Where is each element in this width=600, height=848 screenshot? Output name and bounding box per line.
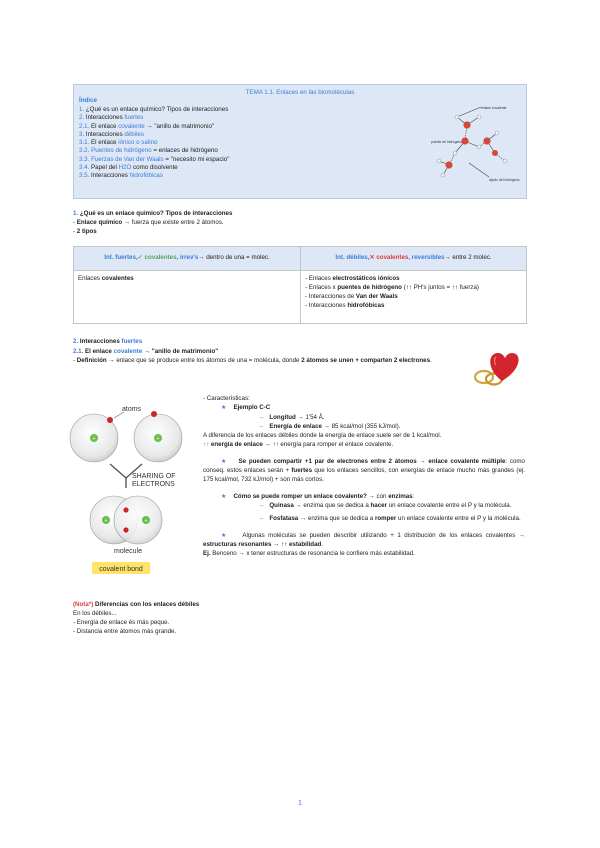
table-cell-weak (305, 275, 479, 311)
weak-interaction-item: - Interacciones hidrofóbicas (305, 301, 385, 309)
table-header-strong: Int. fuertes, ✓ covalentes , irrev's → dentro de una = molec. (74, 247, 300, 271)
table-cell-strong: Enlaces covalentes (78, 275, 134, 282)
diagram-label: dipolo del hidrógeno (489, 178, 520, 182)
index-item[interactable]: 3.1. El enlace iónico o salino (79, 139, 158, 147)
heart-rings-image (472, 345, 524, 387)
covalent-bond-label: covalent bond (99, 566, 143, 573)
atoms-label: atoms (122, 406, 142, 413)
index-box (73, 84, 527, 199)
note-line: En los débiles... (73, 610, 117, 617)
diagram-label: puente de hidrógeno (431, 140, 463, 144)
interactions-table (73, 246, 527, 324)
index-item[interactable]: 3. Interacciones débiles (79, 130, 145, 138)
sharing-label: ELECTRONS (132, 481, 175, 488)
table-header-weak: Int. débiles, ✕ covalentes , reversibles → entre 2 molec. (301, 247, 526, 271)
index-item[interactable]: 3.2. Puentes de hidrógeno = enlaces de hidrógeno (79, 147, 218, 155)
page-number: 1 (298, 800, 302, 807)
document-title: TEMA 1.1. Enlaces en las biomoléculas (245, 89, 355, 96)
index-item[interactable]: 2.1. El enlace covalente → "anillo de matrimonio" (79, 122, 215, 130)
index-heading: Índice (79, 97, 97, 104)
water-molecules-diagram (429, 103, 524, 193)
note-heading: (Nota*) Diferencias con los enlaces débiles (73, 601, 200, 608)
definition-paragraph: - Definición → enlace que se produce entre los átomos de una = molécula, donde 2 átomos se unen + comparten 2 electrones. (73, 357, 432, 364)
svg-text:+: + (144, 518, 148, 524)
note-line: - Energía de enlace és más peque. (73, 618, 170, 626)
features-title: - Características: (203, 395, 250, 402)
features-block: - Características: ★ Ejemplo C-C → Longitud → 1'54 Å. → Energía de enlace → 85 kcal/mol (355 kJ/mol). A diferencia de los enlaces débiles donde la energía de enlace suele ser de 1 kcal/mol. ↑↑ energía de enlace → ↑↑ energía para romper el enlace covalente. ★ Se pueden compartir +1 par de electrones entre 2 átomos → enlace covalente múltiple: como conseq. estos enlaces serán + fuertes que los enlaces sencillos, con energías de enlace mucho más grandes (ej. 175 kcal/mol, 732 kJ/mol) + son más cortos. ★ Cómo se puede romper un enlace covalente? → con enzimas: → Quinasa → enzima que se dedica a hacer un enlace covalente entre el P y la molécula. → Fosfatasa → enzima que se dedica a romper un enlace covalente entre el P y la molécula. ★ Algunas moléculas se pueden describir utilizando + 1 distribución de los enlaces covalentes → estructuras resonantes → ↑↑ estabilidad. Ej. Benceno → x tener estructuras de resonancia le confiere más estabilidad. (203, 395, 525, 557)
svg-text:+: + (104, 518, 108, 524)
index-item[interactable]: 2. Interacciones fuertes (79, 114, 144, 122)
covalent-bond-figure (66, 400, 196, 580)
index-item[interactable]: 1. ¿Qué es un enlace químico? Tipos de interacciones (79, 106, 229, 113)
section-2-heading: 2. Interacciones fuertes (73, 338, 143, 345)
index-item[interactable]: 3.5. Interacciones hidrofóbicas (79, 172, 163, 180)
weak-interaction-item: - Interacciones de Van der Waals (305, 292, 398, 300)
section-1-line: - 2 tipos (73, 228, 97, 235)
diagram-label: enlace covalente (481, 106, 507, 110)
svg-text:+: + (156, 436, 160, 442)
section-1-line: - Enlace químico → fuerza que existe entre 2 átomos. (73, 219, 224, 226)
section-1-heading: 1. ¿Qué es un enlace químico? Tipos de interacciones (73, 210, 233, 217)
index-item[interactable]: 3.3. Fuerzas de Van der Waals = "necesito mi espacio" (79, 155, 230, 163)
index-list (79, 106, 229, 181)
weak-interaction-item: - Enlaces x puentes de hidrógeno (↑↑ PH's juntos = ↑↑ fuerza) (305, 283, 479, 291)
index-item[interactable]: 3.4. Papel del H2O como disolvente (79, 164, 178, 172)
svg-text:+: + (92, 436, 96, 442)
weak-interaction-item: - Enlaces electrostáticos iónicos (305, 275, 400, 282)
molecule-label: molecule (114, 548, 143, 555)
section-2-1-heading: 2.1. El enlace covalente → "anillo de matrimonio" (73, 348, 219, 355)
sharing-label: SHARING OF (132, 473, 176, 480)
note-line: - Distancia entre átomos más grande. (73, 627, 177, 635)
note-lines (73, 610, 176, 637)
